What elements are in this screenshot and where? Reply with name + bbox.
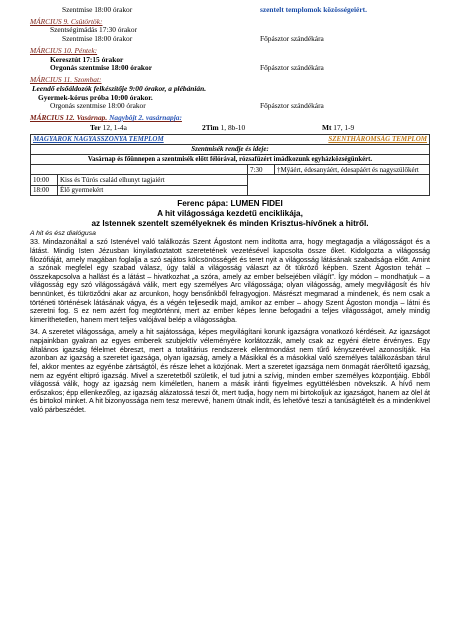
- left-entry-text: Kiss és Túrós család elhunyt tagjaiért: [58, 175, 248, 185]
- top-mass-line: [30, 6, 430, 15]
- day-row-text: Orgonás szentmise 18:00 órakor: [50, 101, 146, 111]
- encyclical-addressee: az Istennek szentelt személyeknek és minden Krisztus-hívőnek a hitről.: [91, 218, 369, 228]
- day-row-intention: Főpásztor szándékára: [260, 63, 324, 73]
- left-church-name: MAGYAROK NAGYASSZONYA TEMPLOM: [33, 135, 164, 144]
- sunday-heading: [30, 114, 430, 123]
- day-row: [30, 35, 430, 44]
- day-row-intention: Főpásztor szándékára: [260, 101, 324, 111]
- day-row-text: Leendő elsőáldozók felkészítője 9:00 órakor, a plébánián.: [32, 83, 207, 93]
- day-row-text: Szentségimádás 17:30 órakor: [50, 25, 138, 35]
- left-entry-time: 10:00: [31, 175, 58, 185]
- paragraph-33: 33. Mindazonáltal a szó Istenével való találkozás Szent Ágostont nem indította arra, hogy megtagadja a világosságot és a látást. Mindig Isten Jézusban kinyilatkoztatott szeretetének vezetésével kapcsolta össze őket. Kidolgozta a világosság filozófiáját, amely magában foglalja a szó sajátos kölcsönösségét és teret nyit a világosság látásának szabadsága előtt. Amint a szónak megfelel egy szabad válasz, úgy talál a világosság választ az őt tükröző képben. Szent Ágoston tehát – összekapcsolva a hallást és a látást – hivatkozhat „a szóra, amely az ember belsejében világít”. Így módon – mondhatjuk – a világosság egy szó világosságává válik, mert egy személyes Arc világossága; olyan világosság, amely megvilágosít és hív bennünket, és tükröződni akar az arcunkon, hogy bensőnkből felragyogjon. Másrészt megmarad a mindenek, és nem csak a történeti történések látásának vágya, és a végén teljesedik majd, amikor az ember – ahogy Szent Ágoston mondja – látni és szeretni fog. S ez nem azért fog megtörténni, mert az ember képes lenne befogadni a teljes világosságot, amely mindig kimeríthetetlen, hanem mert teljes valójával belép a világosságba.: [30, 238, 430, 324]
- reading-1: Ter 12, 1-4a: [90, 122, 127, 132]
- paragraph-34: 34. A szeretet világossága, amely a hit sajátossága, képes megvilágítani korunk igazságra vonatkozó kérdéseit. Az igazságot napjainkban gyakran az egyes emberek szubjektív véleményére korlátozzák, amely csak az egyéni életre érvényes. Egy általános igazság félelmet ébreszt, mert a totalitárius rendszerek ellentmondást nem tűrő kényszerével azonosítják. Ha azonban az igazság a szeretet igazsága, olyan igazság, amely a Másikkal és a másokkal való személyes találkozásban tárul fel, akkor mentes az egyénbe zártságtól, és része lehet a közjónak. Mert a szeretet igazsága nem önmagát ráerőltető igazság, nem az egyént eltipró igazság. Mivel a szeretetből születik, el tud jutni a szívig, minden ember személyes központjáig. Ebből világossá válik, hogy az igazság nem kíméletlen, hanem a másik iránti figyelmes együttélésben növekszik. A hívő nem erőszakos; épp ellenkezőleg, az igazság alázatossá teszi őt, mert tudja, hogy nem mi birtokoljuk az igazságot, hanem az ölel át és birtokol minket. A hit bizonyossága nem tesz merevvé, hanem útnak indít, és lehetővé teszi a tanúságtételt és a mindenkivel való párbeszédet.: [30, 328, 430, 414]
- schedule-empty-cell: [31, 165, 248, 175]
- day-title: MÁRCIUS 9. Csütörtök:: [30, 16, 103, 26]
- bulletin-page: [30, 6, 430, 415]
- encyclical-title: Ferenc pápa: LUMEN FIDEI: [177, 198, 283, 208]
- day-row-text: Orgonás szentmise 18:00 órakor: [50, 63, 153, 73]
- left-entry-text: Élő gyermekért: [58, 185, 248, 195]
- day-row-intention: Főpásztor szándékára: [260, 34, 324, 44]
- day-row-text: Szentmise 18:00 órakor: [62, 34, 133, 44]
- day-row: [30, 64, 430, 73]
- encyclical-subtitle: A hit világosságа kezdetű enciklikája,: [157, 208, 303, 218]
- right-church-name: SZENTHÁROMSÁG TEMPLOM: [328, 135, 427, 144]
- schedule-churches-row: [31, 134, 430, 144]
- day-march-10: [30, 47, 430, 73]
- section-label: A hit és ész dialógusa: [30, 230, 96, 238]
- top-mass-intention: szentelt templomok közösségeiért.: [260, 5, 367, 14]
- day-row-text: Keresztút 17:15 órakor: [50, 54, 124, 64]
- day-march-11: [30, 76, 430, 111]
- left-entry-time: 18:00: [31, 185, 58, 195]
- day-row-text: Gyermek-kórus próba 10:00 órakor.: [38, 92, 153, 102]
- sunday-readings: [30, 124, 430, 133]
- mass-schedule-table: [30, 134, 430, 196]
- sunday-title: MÁRCIUS 12. Vasárnap.: [30, 113, 108, 123]
- encyclical-heading: [30, 199, 430, 229]
- right-entry-time: 7:30: [248, 165, 275, 175]
- right-entry-text: †Mÿáért, édesanyáért, édesapáért és nagyszülőkért: [275, 165, 430, 175]
- day-title: MÁRCIUS 10. Péntek:: [30, 45, 98, 55]
- top-mass-time: Szentmise 18:00 órakor: [62, 5, 133, 14]
- schedule-note: Vasárnap és főünnepen a szentmisék előtt félórával, rózsafüzért imádkozunk egyházközségünkért.: [31, 155, 430, 165]
- sunday-subtitle: Nagyböjt 2. vasárnapja:: [109, 113, 182, 123]
- day-row: [30, 102, 430, 111]
- reading-2: 2Tim 1, 8b-10: [202, 122, 246, 132]
- day-march-9: [30, 18, 430, 44]
- schedule-subheader: Szentmisék rendje és ideje:: [31, 144, 430, 154]
- reading-3: Mt 17, 1-9: [322, 122, 355, 132]
- day-title: MÁRCIUS 11. Szombat:: [30, 75, 102, 85]
